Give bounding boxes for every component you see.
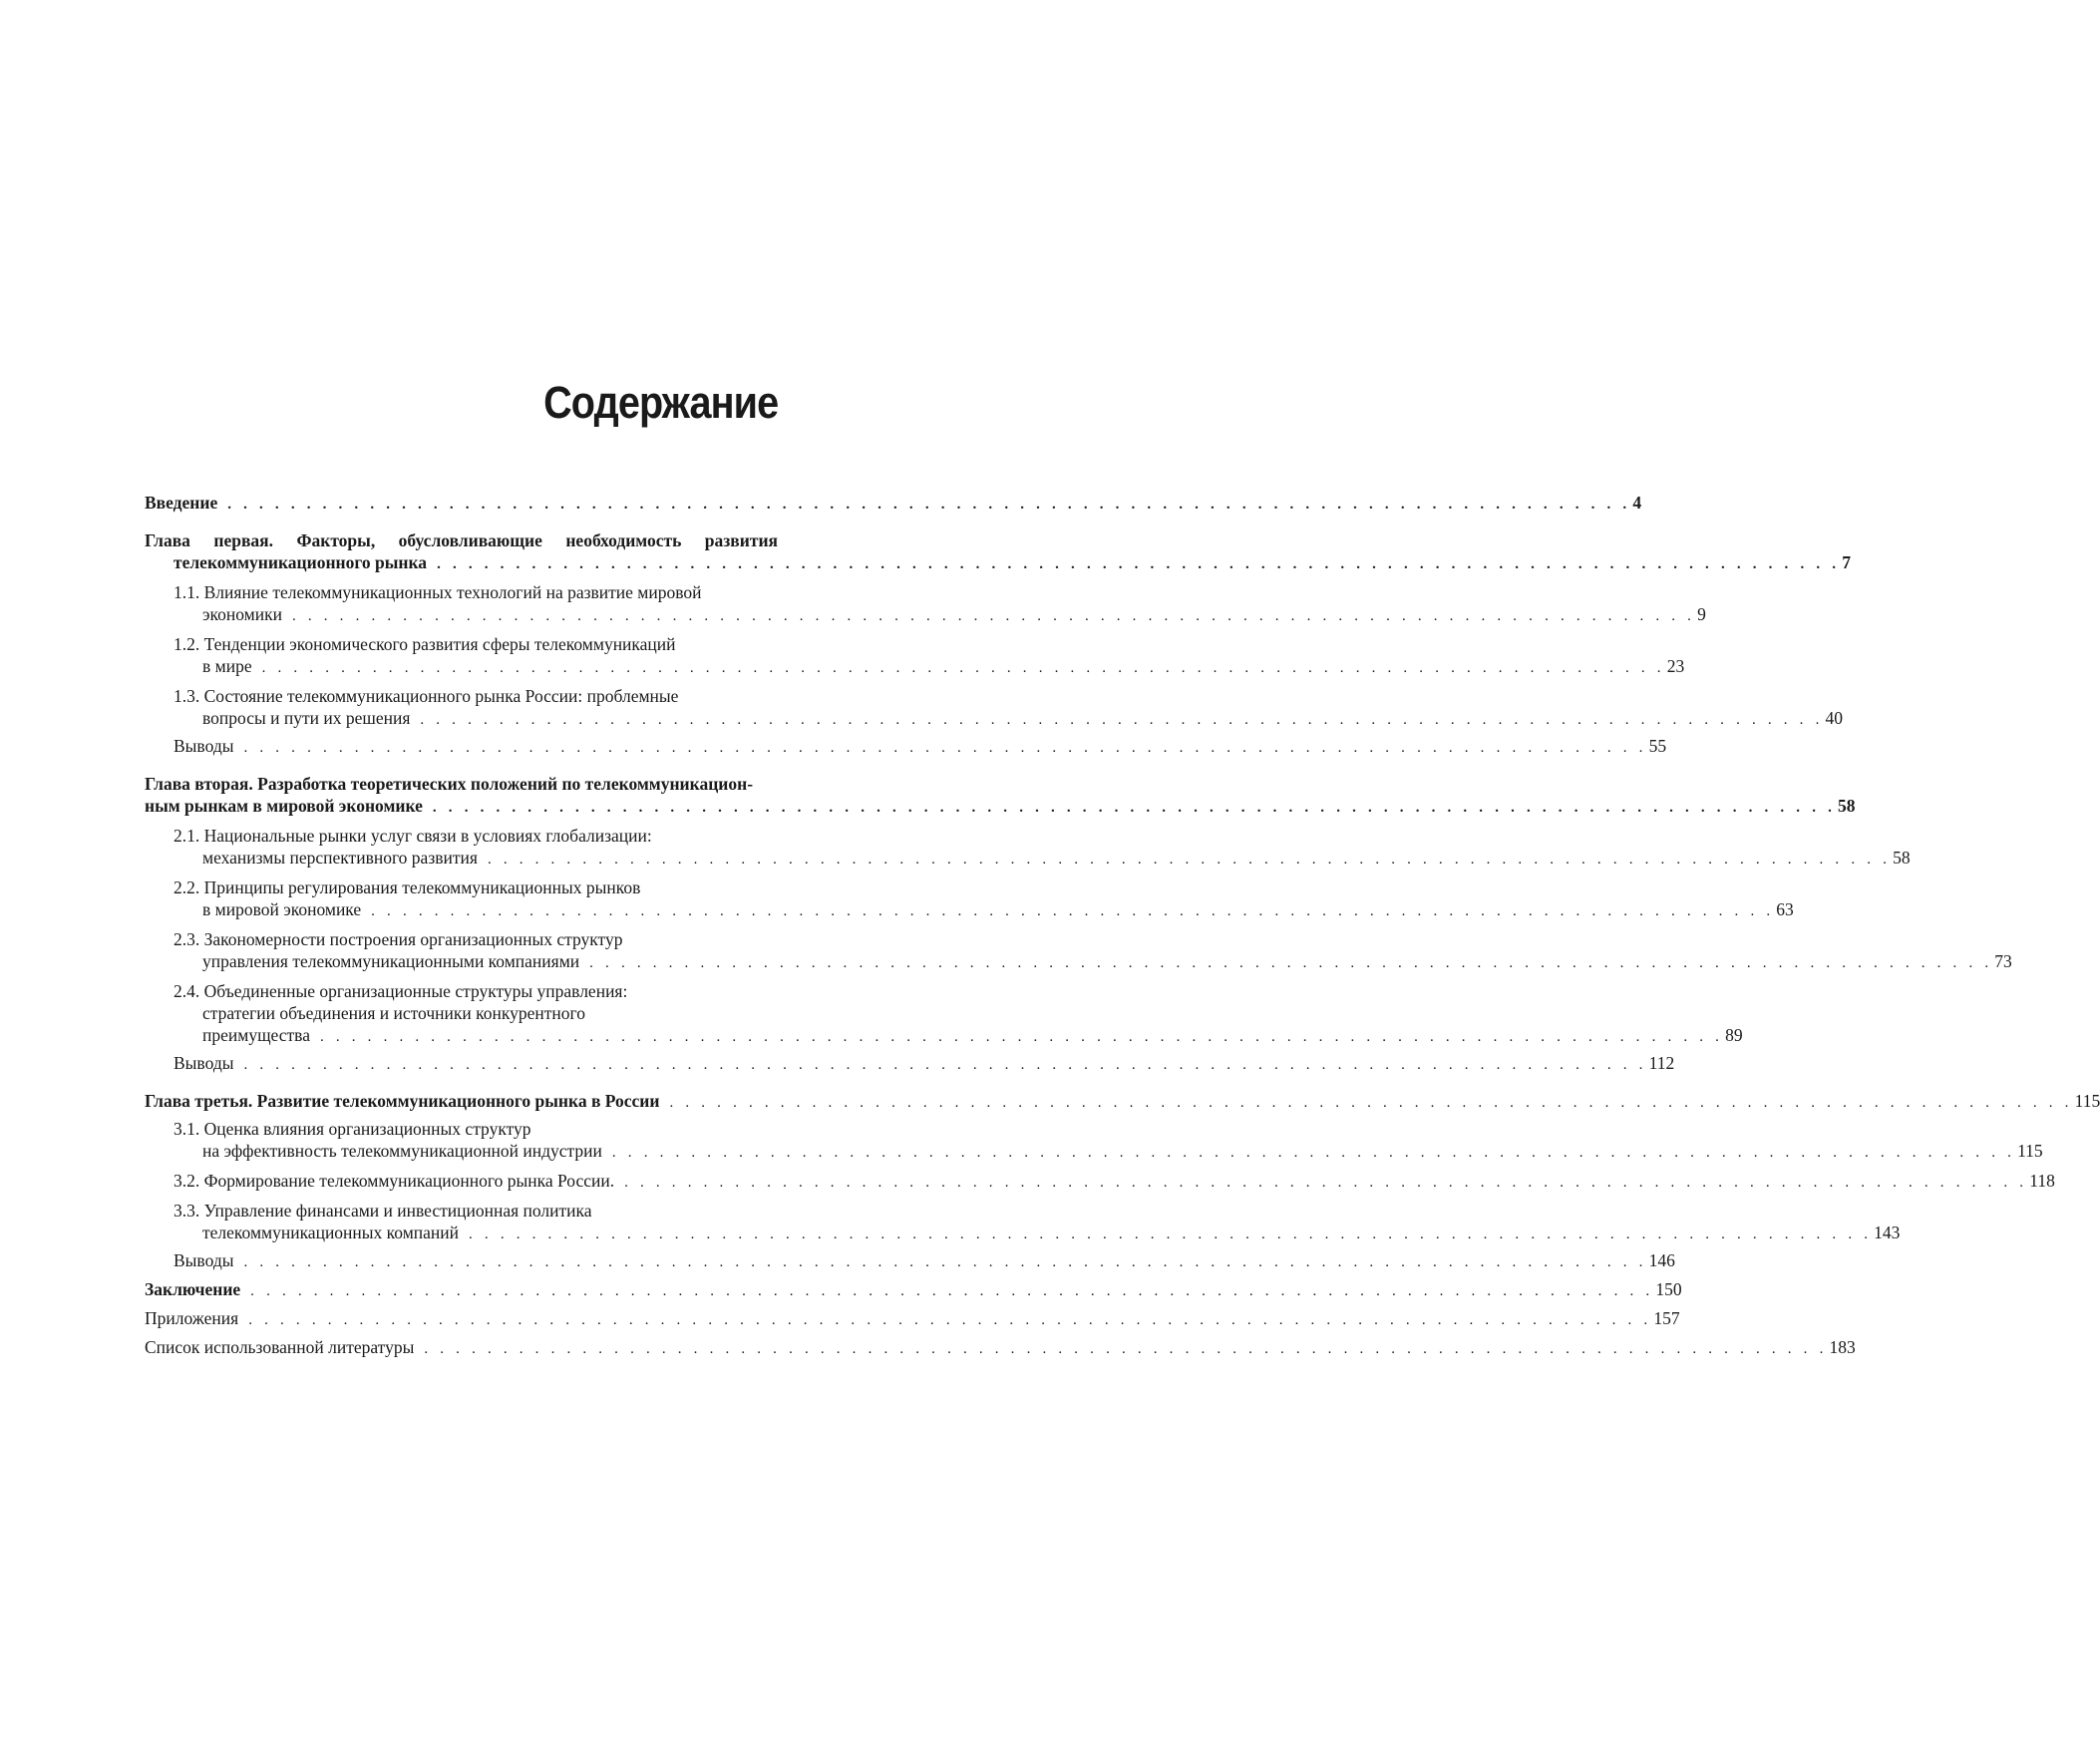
toc-page-number: 157	[1653, 1308, 1680, 1328]
toc-label: Выводы	[174, 1250, 234, 1270]
toc-label: 2.3. Закономерности построения организационных структур	[174, 929, 623, 949]
toc-label: 1.1. Влияние телекоммуникационных технологий на развитие мировой	[174, 582, 702, 602]
toc-entry-section-3-1[interactable]	[145, 1118, 2043, 1164]
toc-label: телекоммуникационного рынка	[174, 552, 428, 572]
toc-label: 2.4. Объединенные организационные структуры управления:	[174, 981, 628, 1001]
toc-label: Приложения	[145, 1308, 239, 1328]
toc-label: Введение	[145, 493, 218, 513]
toc-label: 3.1. Оценка влияния организационных структур	[174, 1119, 531, 1139]
toc-word: обусловливающие	[398, 530, 542, 550]
toc-label: управления телекоммуникационными компаниями	[202, 951, 580, 971]
leader-dots: . . . . . . . . . . . . . . . . . . . . . . . . . . . . . . . . . . . . . . . . . . . . . . . . . . . . . . . . . . . . . . . . . . . . . . . . . . . . . . . . . . . . . . . . .	[261, 660, 1665, 676]
toc-word: первая.	[213, 530, 274, 550]
toc-page-number: 115	[2017, 1141, 2043, 1161]
toc-entry-section-3-2[interactable]	[145, 1170, 2055, 1194]
leader-dots: . . . . . . . . . . . . . . . . . . . . . . . . . . . . . . . . . . . . . . . . . . . . . . . . . . . . . . . . . . . . . . . . . . . . . . . . . . . . . . . . . . . . . . . . .	[248, 1312, 1652, 1328]
toc-word: Факторы,	[296, 530, 376, 550]
toc-entry-section-2-2[interactable]	[145, 876, 1794, 922]
toc-entry-chapter-2-conclusions[interactable]	[145, 1052, 1675, 1076]
toc-label: Глава третья. Развитие телекоммуникационного рынка в России	[145, 1091, 660, 1111]
toc-page-number: 115	[2074, 1091, 2100, 1111]
toc-label: телекоммуникационных компаний	[202, 1223, 460, 1242]
leader-dots: . . . . . . . . . . . . . . . . . . . . . . . . . . . . . . . . . . . . . . . . . . . . . . . . . . . . . . . . . . . . . . . . . . . . . . . . . . . . . . . . . . . . . . . . .	[624, 1175, 2028, 1191]
leader-dots: . . . . . . . . . . . . . . . . . . . . . . . . . . . . . . . . . . . . . . . . . . . . . . . . . . . . . . . . . . . . . . . . . . . . . . . . . . . . . . . . . . . . . . . . .	[319, 1029, 1724, 1045]
toc-entry-section-1-2[interactable]	[145, 633, 1685, 679]
toc-label: ным рынкам в мировой экономике	[145, 796, 423, 816]
page-title: Содержание	[542, 377, 778, 428]
leader-dots: . . . . . . . . . . . . . . . . . . . . . . . . . . . . . . . . . . . . . . . . . . . . . . . . . . . . . . . . . . . . . . . . . . . . . . . . . . . . . . . . . . . . . . . . .	[611, 1145, 2016, 1161]
leader-dots: . . . . . . . . . . . . . . . . . . . . . . . . . . . . . . . . . . . . . . . . . . . . . . . . . . . . . . . . . . . . . . . . . . . . . . . . . . . . . . . . . . . . . . . . .	[420, 712, 1824, 728]
toc-label: 3.3. Управление финансами и инвестиционная политика	[174, 1201, 592, 1221]
toc-label: механизмы перспективного развития	[202, 848, 478, 868]
toc-entry-intro[interactable]	[145, 492, 1642, 516]
toc-entry-references[interactable]	[145, 1336, 1856, 1360]
toc-label: в мире	[202, 656, 252, 676]
toc-label: вопросы и пути их решения	[202, 708, 411, 728]
toc-label: 2.2. Принципы регулирования телекоммуникационных рынков	[174, 877, 641, 897]
leader-dots: . . . . . . . . . . . . . . . . . . . . . . . . . . . . . . . . . . . . . . . . . . . . . . . . . . . . . . . . . . . . . . . . . . . . . . . . . . . . . . . . . . . . . . . . .	[371, 903, 1775, 919]
toc-page-number: 58	[1893, 848, 1911, 868]
leader-dots: . . . . . . . . . . . . . . . . . . . . . . . . . . . . . . . . . . . . . . . . . . . . . . . . . . . . . . . . . . . . . . . . . . . . . . . . . . . . . . . . . . . . . . . . .	[487, 852, 1892, 868]
toc-entry-chapter-3-conclusions[interactable]	[145, 1249, 1675, 1273]
leader-dots: . . . . . . . . . . . . . . . . . . . . . . . . . . . . . . . . . . . . . . . . . . . . . . . . . . . . . . . . . . . . . . . . . . . . . . . . . . . . . . . . . . . . . . . . .	[227, 497, 1631, 513]
toc-word: Глава	[145, 530, 190, 550]
toc-page-number: 40	[1825, 708, 1844, 728]
toc-entry-section-2-1[interactable]	[145, 825, 1911, 871]
toc-label: Список использованной литературы	[145, 1337, 415, 1357]
toc-page-number: 73	[1994, 951, 2012, 971]
toc-label: в мировой экономике	[202, 899, 362, 919]
toc-entry-appendices[interactable]	[145, 1307, 1680, 1331]
toc-label: на эффективность телекоммуникационной индустрии	[202, 1141, 602, 1161]
toc-page-number: 118	[2029, 1171, 2055, 1191]
toc-entry-section-2-3[interactable]	[145, 928, 2012, 974]
toc-page-number: 112	[1648, 1053, 1675, 1073]
toc-entry-section-1-3[interactable]	[145, 685, 1844, 731]
toc-label: преимущества	[202, 1025, 310, 1045]
toc-label: стратегии объединения и источники конкурентного	[202, 1003, 585, 1023]
toc-entry-chapter-2[interactable]	[145, 773, 1856, 819]
toc-page-number: 7	[1842, 552, 1851, 572]
toc-entry-chapter-1[interactable]	[145, 529, 1851, 575]
toc-page-number: 89	[1725, 1025, 1743, 1045]
toc-label: Глава вторая. Разработка теоретических положений по телекоммуникацион-	[145, 774, 754, 794]
toc-label: Выводы	[174, 736, 234, 756]
toc-page-number: 9	[1697, 604, 1706, 624]
toc-page-number: 150	[1655, 1279, 1682, 1299]
toc-label: 1.2. Тенденции экономического развития сферы телекоммуникаций	[174, 634, 676, 654]
table-of-contents	[145, 492, 2100, 1360]
toc-page-number: 58	[1838, 796, 1856, 816]
toc-label: 3.2. Формирование телекоммуникационного рынка России.	[174, 1171, 615, 1191]
toc-label: Заключение	[145, 1279, 241, 1299]
toc-page-number: 63	[1776, 899, 1794, 919]
leader-dots: . . . . . . . . . . . . . . . . . . . . . . . . . . . . . . . . . . . . . . . . . . . . . . . . . . . . . . . . . . . . . . . . . . . . . . . . . . . . . . . . . . . . . . . . .	[669, 1095, 2073, 1111]
toc-entry-conclusion[interactable]	[145, 1278, 1682, 1302]
toc-label: Выводы	[174, 1053, 234, 1073]
chapter-title-line	[145, 529, 778, 551]
toc-label: 1.3. Состояние телекоммуникационного рынка России: проблемные	[174, 686, 679, 706]
toc-page-number: 146	[1648, 1250, 1675, 1270]
toc-entry-chapter-1-conclusions[interactable]	[145, 735, 1667, 759]
toc-page-number: 23	[1666, 656, 1685, 676]
toc-entry-section-2-4[interactable]	[145, 980, 1743, 1048]
toc-entry-chapter-3[interactable]	[145, 1090, 2100, 1114]
toc-page-number: 183	[1829, 1337, 1856, 1357]
toc-entry-section-3-3[interactable]	[145, 1200, 1901, 1245]
toc-page-number: 55	[1648, 736, 1667, 756]
leader-dots: . . . . . . . . . . . . . . . . . . . . . . . . . . . . . . . . . . . . . . . . . . . . . . . . . . . . . . . . . . . . . . . . . . . . . . . . . . . . . . . . . . . . . . . . .	[432, 800, 1837, 816]
leader-dots: . . . . . . . . . . . . . . . . . . . . . . . . . . . . . . . . . . . . . . . . . . . . . . . . . . . . . . . . . . . . . . . . . . . . . . . . . . . . . . . . . . . . . . . . .	[469, 1226, 1873, 1242]
leader-dots: . . . . . . . . . . . . . . . . . . . . . . . . . . . . . . . . . . . . . . . . . . . . . . . . . . . . . . . . . . . . . . . . . . . . . . . . . . . . . . . . . . . . . . . . .	[243, 740, 1647, 756]
leader-dots: . . . . . . . . . . . . . . . . . . . . . . . . . . . . . . . . . . . . . . . . . . . . . . . . . . . . . . . . . . . . . . . . . . . . . . . . . . . . . . . . . . . . . . . . .	[243, 1057, 1647, 1073]
toc-word: развития	[704, 530, 778, 550]
toc-entry-section-1-1[interactable]	[145, 581, 1706, 627]
leader-dots: . . . . . . . . . . . . . . . . . . . . . . . . . . . . . . . . . . . . . . . . . . . . . . . . . . . . . . . . . . . . . . . . . . . . . . . . . . . . . . . . . . . . . . . . .	[243, 1254, 1647, 1270]
toc-page-number: 4	[1632, 493, 1642, 513]
toc-label: 2.1. Национальные рынки услуг связи в условиях глобализации:	[174, 826, 652, 846]
leader-dots: . . . . . . . . . . . . . . . . . . . . . . . . . . . . . . . . . . . . . . . . . . . . . . . . . . . . . . . . . . . . . . . . . . . . . . . . . . . . . . . . . . . . . . . . .	[437, 556, 1841, 572]
toc-page-number: 143	[1874, 1223, 1901, 1242]
leader-dots: . . . . . . . . . . . . . . . . . . . . . . . . . . . . . . . . . . . . . . . . . . . . . . . . . . . . . . . . . . . . . . . . . . . . . . . . . . . . . . . . . . . . . . . . .	[424, 1341, 1828, 1357]
leader-dots: . . . . . . . . . . . . . . . . . . . . . . . . . . . . . . . . . . . . . . . . . . . . . . . . . . . . . . . . . . . . . . . . . . . . . . . . . . . . . . . . . . . . . . . . .	[291, 608, 1696, 624]
leader-dots: . . . . . . . . . . . . . . . . . . . . . . . . . . . . . . . . . . . . . . . . . . . . . . . . . . . . . . . . . . . . . . . . . . . . . . . . . . . . . . . . . . . . . . . . .	[589, 955, 1993, 971]
toc-label: экономики	[202, 604, 282, 624]
leader-dots: . . . . . . . . . . . . . . . . . . . . . . . . . . . . . . . . . . . . . . . . . . . . . . . . . . . . . . . . . . . . . . . . . . . . . . . . . . . . . . . . . . . . . . . . .	[250, 1283, 1654, 1299]
toc-word: необходимость	[565, 530, 682, 550]
